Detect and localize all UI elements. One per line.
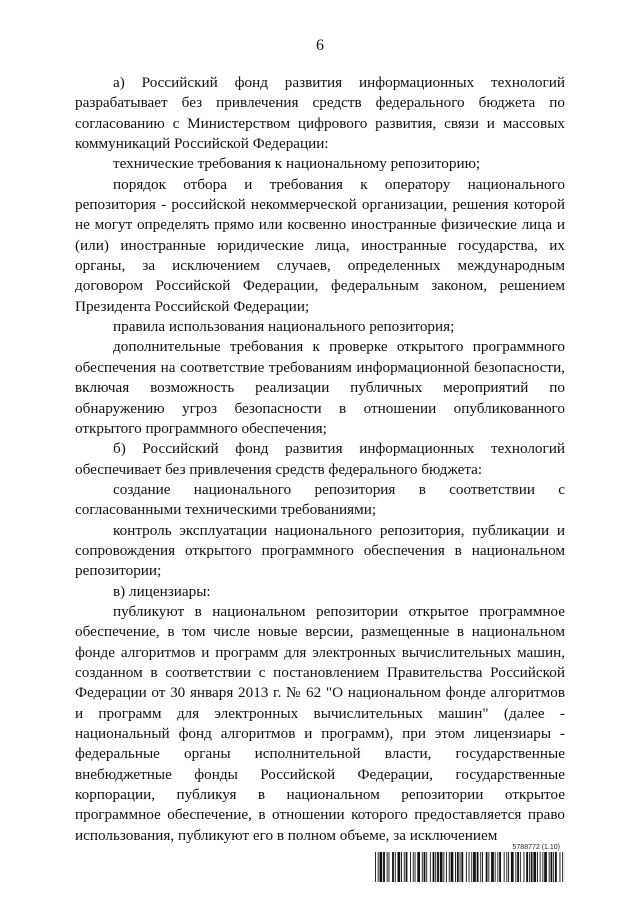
document-code: 5788772 (1.10) xyxy=(512,844,560,851)
barcode-image xyxy=(375,852,565,882)
paragraph-b-intro: б) Российский фонд развития информационных технологий обеспечивает без привлечения средств федерального бюджета: xyxy=(75,440,565,478)
paragraph-usage-rules: правила использования национального репозитория; xyxy=(113,318,455,336)
paragraph-operation-control: контроль эксплуатации национального репозитория, публикации и сопровождения открытого программного обеспечения в национальном репозитории; xyxy=(75,521,565,580)
paragraph-operator-selection: порядок отбора и требования к оператору национального репозитория - российской некоммерческой организации, решения которой не могут определять прямо или косвенно иностранные физические лица и (или) иностранные юридические лица, иностранные государства, их органы, за исключением случаев, определенных международным договором Российской Федерации, федеральным законом, решением Президента Российской Федерации; xyxy=(75,175,565,315)
paragraph-a-intro: а) Российский фонд развития информационных технологий разрабатывает без привлечения средств федерального бюджета по согласованию с Министерством цифрового развития, связи и массовых коммуникаций Российской Федерации: xyxy=(75,74,565,153)
paragraph-licensors-publish: публикуют в национальном репозитории открытое программное обеспечение, в том числе новые версии, размещенные в национальном фонде алгоритмов и программ для электронных вычислительных машин, созданном в соответствии с постановлением Правительства Российской Федерации от 30 января 2013 г. № 62 "О национальном фонде алгоритмов и программ для электронных вычислительных машин" (далее - национальный фонд алгоритмов и программ), при этом лицензиары - федеральные органы исполнительной власти, государственные внебюджетные фонды Российской Федерации, государственные корпорации, публикуя в национальном репозитории открытое программное обеспечение, в отношении которого предоставляется право использования, публикуют его в полном объеме, за исключением xyxy=(75,602,565,844)
paragraph-c-licensors: в) лицензиары: xyxy=(113,582,211,600)
paragraph-repository-creation: создание национального репозитория в соответствии с согласованными техническими требованиями; xyxy=(75,480,565,519)
paragraph-tech-requirements: технические требования к национальному репозиторию; xyxy=(113,155,481,173)
page-number: 6 xyxy=(316,37,324,54)
document-body xyxy=(75,73,565,846)
paragraph-security-requirements: дополнительные требования к проверке открытого программного обеспечения на соответствие требованиям информационной безопасности, включая возможность реализации публичных мероприятий по обнаружению угроз безопасности в отношении опубликованного открытого программного обеспечения; xyxy=(75,338,565,437)
